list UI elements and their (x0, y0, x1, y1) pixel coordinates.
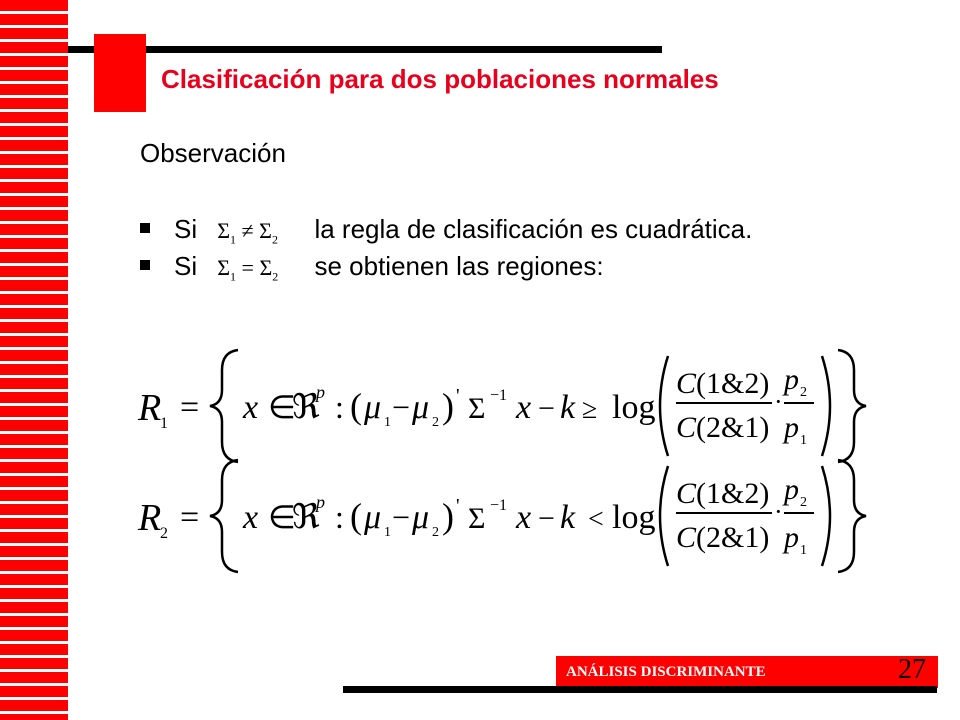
svg-text:(1&2): (1&2) (696, 477, 770, 510)
svg-text:p: p (784, 473, 799, 506)
svg-text:(2&1): (2&1) (696, 411, 770, 444)
svg-text:p: p (784, 363, 799, 396)
svg-text:C: C (676, 367, 697, 400)
svg-text:Σ: Σ (468, 392, 486, 425)
svg-text:x: x (516, 499, 532, 536)
bullet-lead: Si (174, 251, 198, 281)
svg-text:': ' (456, 495, 460, 517)
condition-equal-covariance: $\Sigma_1 = \Sigma_2$ (217, 255, 279, 284)
svg-text:∈: ∈ (268, 499, 296, 535)
svg-text:1: 1 (800, 543, 807, 558)
svg-text:): ) (442, 386, 454, 426)
svg-text:1: 1 (800, 433, 807, 448)
svg-text:x: x (243, 499, 259, 536)
page-number: 27 (898, 654, 926, 685)
svg-text:1: 1 (160, 415, 168, 432)
bullet-text: se obtienen las regiones: (314, 251, 604, 281)
svg-text:R: R (138, 497, 162, 539)
svg-text:=: = (180, 499, 200, 536)
svg-text:−: − (392, 389, 411, 425)
bullet-text: la regla de clasificación es cuadrática. (314, 214, 753, 244)
svg-text::: : (335, 389, 344, 425)
svg-text:p: p (316, 492, 325, 512)
svg-text:log: log (612, 389, 656, 426)
svg-text:−: − (538, 502, 555, 535)
svg-text:·: · (774, 497, 783, 526)
svg-text::: : (335, 499, 344, 535)
footer-label: ANÁLISIS DISCRIMINANTE (566, 664, 766, 680)
svg-text:2: 2 (432, 415, 439, 430)
svg-text:2: 2 (160, 525, 168, 542)
svg-text:x: x (516, 389, 532, 426)
svg-text:2: 2 (800, 385, 807, 400)
svg-text:k: k (560, 499, 576, 536)
svg-text:(2&1): (2&1) (696, 521, 770, 554)
svg-text:·: · (774, 387, 783, 416)
svg-text:2: 2 (800, 495, 807, 510)
condition-unequal-covariance: $\Sigma_1 \ne \Sigma_2$ (217, 218, 278, 247)
svg-text:ℜ: ℜ (292, 389, 320, 426)
footer-rule (343, 686, 937, 693)
svg-text:log: log (612, 499, 656, 536)
svg-text:1: 1 (384, 525, 391, 540)
svg-text:μ: μ (412, 389, 430, 426)
svg-text:p: p (316, 382, 325, 402)
svg-text:<: < (588, 504, 604, 535)
svg-text:C: C (676, 477, 697, 510)
svg-text:(1&2): (1&2) (696, 367, 770, 400)
svg-text:R: R (138, 387, 162, 429)
svg-text:C: C (676, 521, 697, 554)
svg-text:μ: μ (364, 389, 382, 426)
svg-text:≥: ≥ (582, 394, 598, 425)
svg-text:C: C (676, 411, 697, 444)
svg-text:−: − (538, 392, 555, 425)
svg-text:x: x (243, 389, 259, 426)
svg-text:−1: −1 (490, 387, 508, 404)
svg-text:−1: −1 (490, 497, 508, 514)
subheading: Observación (140, 138, 286, 168)
svg-text:∈: ∈ (268, 389, 296, 425)
svg-text:μ: μ (412, 499, 430, 536)
svg-text:): ) (442, 496, 454, 536)
svg-text:p: p (784, 411, 799, 444)
svg-text:−: − (392, 499, 411, 535)
svg-text:(: ( (350, 496, 362, 536)
svg-text:k: k (560, 389, 576, 426)
svg-text:2: 2 (432, 525, 439, 540)
svg-text:=: = (180, 389, 200, 426)
svg-text:': ' (456, 385, 460, 407)
svg-text:μ: μ (364, 499, 382, 536)
svg-text:Σ: Σ (468, 502, 486, 535)
slide-title: Clasificación para dos poblaciones normales (161, 64, 719, 94)
svg-text:p: p (784, 521, 799, 554)
svg-text:1: 1 (384, 415, 391, 430)
svg-text:(: ( (350, 386, 362, 426)
svg-text:ℜ: ℜ (292, 499, 320, 536)
bullet-lead: Si (174, 214, 198, 244)
